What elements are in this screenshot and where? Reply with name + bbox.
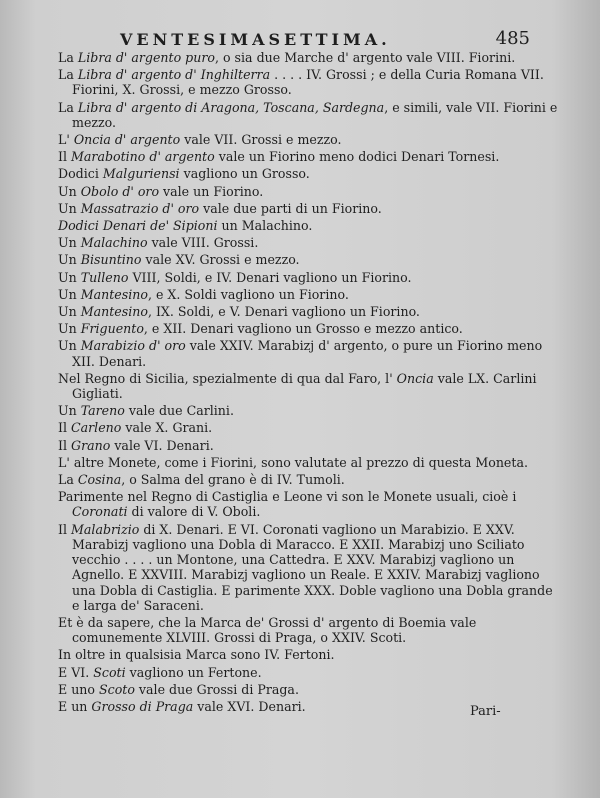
entry-text: , e X. Soldi vagliono un Fiorino. xyxy=(147,286,349,302)
entry-text: vale LX. Carlini Gigliati. xyxy=(72,370,537,402)
entry-italic: Oncia d' argento xyxy=(73,132,181,148)
entry-text: Un xyxy=(58,286,81,302)
entry-text: vale due Carlini. xyxy=(124,403,234,419)
entry-text: di valore di V. Oboli. xyxy=(127,504,261,520)
entry-text: , IX. Soldi, e V. Denari vagliono un Fiorino. xyxy=(147,304,420,320)
text-entry xyxy=(58,522,558,613)
catchword: Pari- xyxy=(470,704,501,719)
entry-italic: Cosina xyxy=(77,472,122,488)
entry-italic: Libra d' argento di Aragona, Toscana, Sardegna xyxy=(77,99,385,115)
entry-text: Un xyxy=(58,338,81,354)
entry-text: Il xyxy=(58,521,72,537)
entry-italic: Malachino xyxy=(80,235,148,251)
entry-text: La xyxy=(58,67,78,83)
entry-italic: Tulleno xyxy=(80,269,129,285)
entry-italic: Bisuntino xyxy=(80,252,142,268)
entry-text: Un xyxy=(58,403,81,419)
text-entry xyxy=(58,455,558,470)
text-entry xyxy=(58,489,558,519)
entry-text: Un xyxy=(58,321,81,337)
entry-text: E VI. xyxy=(58,664,94,680)
entry-text: Nel Regno di Sicilia, spezialmente di qua dal Faro, l' xyxy=(58,370,397,386)
text-entry xyxy=(58,420,558,435)
text-entry xyxy=(58,472,558,487)
entry-italic: Friguento xyxy=(80,321,144,337)
text-entry xyxy=(58,615,558,645)
body-text xyxy=(58,50,558,716)
entry-text: vale un Fiorino meno dodici Denari Tornesi. xyxy=(214,149,500,165)
entry-text: vale X. Grani. xyxy=(121,420,213,436)
text-entry xyxy=(58,132,558,147)
text-entry xyxy=(58,287,558,302)
entry-text: . . . . IV. Grossi ; e della Curia Romana VII. Fiorini, X. Grossi, e mezzo Grosso. xyxy=(72,67,544,98)
entry-italic: Mantesino xyxy=(80,286,148,302)
entry-text: Il xyxy=(58,149,72,165)
entry-italic: Massatrazio d' oro xyxy=(80,200,200,216)
entry-italic: Scoti xyxy=(93,664,126,680)
entry-text: vale XVI. Denari. xyxy=(193,698,306,714)
text-entry xyxy=(58,235,558,250)
entry-text: L' xyxy=(58,132,74,148)
entry-italic: Oncia xyxy=(396,370,434,386)
entry-text: , e simili, vale VII. Fiorini e mezzo. xyxy=(72,99,558,130)
entry-italic: Libra d' argento d' Inghilterra xyxy=(77,67,271,83)
text-entry xyxy=(58,201,558,216)
entry-italic: Marabotino d' argento xyxy=(71,149,215,165)
entry-text: vagliono un Grosso. xyxy=(179,166,310,182)
text-entry xyxy=(58,100,558,130)
text-entry xyxy=(58,682,558,697)
text-entry xyxy=(58,304,558,319)
entry-text: E uno xyxy=(58,681,100,697)
entry-text: vagliono un Fertone. xyxy=(125,664,262,680)
entry-text: VIII, Soldi, e IV. Denari vagliono un Fiorino. xyxy=(128,269,412,285)
text-entry xyxy=(58,166,558,181)
entry-italic: Malabrizio xyxy=(71,521,140,537)
entry-italic: Scoto xyxy=(99,681,135,697)
text-entry xyxy=(58,665,558,680)
entry-text: Dodici xyxy=(58,166,103,182)
text-entry xyxy=(58,67,558,97)
text-entry xyxy=(58,403,558,418)
text-entry xyxy=(58,338,558,368)
entry-text: La xyxy=(58,99,78,115)
entry-text: Un xyxy=(58,235,81,251)
entry-italic: Obolo d' oro xyxy=(80,183,160,199)
entry-text: , o sia due Marche d' argento vale VIII. Fiorini. xyxy=(214,50,516,65)
entry-italic: Libra d' argento puro xyxy=(77,50,215,65)
text-entry xyxy=(58,149,558,164)
entry-text: Il xyxy=(58,437,72,453)
entry-text: In oltre in qualsisia Marca sono IV. Fertoni. xyxy=(58,647,335,663)
text-entry xyxy=(58,218,558,233)
entry-italic: Dodici Denari de' Sipioni xyxy=(58,218,218,234)
text-entry xyxy=(58,321,558,336)
text-entry xyxy=(58,50,558,65)
entry-italic: Carleno xyxy=(71,420,122,436)
entry-text: vale XXIV. Marabizj d' argento, o pure un Fiorino meno XII. Denari. xyxy=(72,338,543,369)
text-entry xyxy=(58,438,558,453)
entry-text: Un xyxy=(58,252,81,268)
entry-text: Un xyxy=(58,304,81,320)
text-entry xyxy=(58,647,558,662)
entry-text: L' altre Monete, come i Fiorini, sono valutate al prezzo di questa Moneta. xyxy=(58,454,528,470)
entry-text: La xyxy=(58,472,78,488)
text-entry xyxy=(58,252,558,267)
entry-text: vale un Fiorino. xyxy=(159,183,264,199)
entry-italic: Tareno xyxy=(80,403,125,419)
entry-text: Un xyxy=(58,183,81,199)
entry-italic: Grano xyxy=(71,437,111,453)
entry-text: La xyxy=(58,50,78,65)
text-entry xyxy=(58,270,558,285)
entry-text: Il xyxy=(58,420,72,436)
text-entry xyxy=(58,184,558,199)
entry-text: , e XII. Denari vagliono un Grosso e mezzo antico. xyxy=(143,321,463,337)
entry-text: vale VI. Denari. xyxy=(110,437,214,453)
entry-text: Un xyxy=(58,200,81,216)
entry-text: Et è da sapere, che la Marca de' Grossi d' argento di Boemia vale comunemente XLVIII. Grossi di Praga, o XXIV. Scoti. xyxy=(58,614,477,646)
entry-text: vale VIII. Grossi. xyxy=(147,235,259,251)
entry-text: E un xyxy=(58,698,92,714)
entry-text: vale XV. Grossi e mezzo. xyxy=(141,252,300,268)
entry-text: vale due parti di un Fiorino. xyxy=(199,200,382,216)
entry-text: Un xyxy=(58,269,81,285)
entry-text: un Malachino. xyxy=(217,218,313,234)
page-number: 485 xyxy=(495,28,530,49)
entry-text: vale due Grossi di Praga. xyxy=(134,681,299,697)
entry-text: vale VII. Grossi e mezzo. xyxy=(180,132,342,148)
entry-italic: Malguriensi xyxy=(102,166,180,182)
entry-italic: Grosso di Praga xyxy=(91,698,194,714)
running-title: VENTESIMASETTIMA. xyxy=(120,30,391,49)
entry-italic: Coronati xyxy=(72,504,128,520)
text-entry xyxy=(58,371,558,401)
entry-text: , o Salma del grano è di IV. Tumoli. xyxy=(121,472,345,488)
entry-italic: Mantesino xyxy=(80,304,148,320)
entry-text: Parimente nel Regno di Castiglia e Leone vi son le Monete usuali, cioè i xyxy=(58,489,517,505)
entry-text: di X. Denari. E VI. Coronati vagliono un Marabizio. E XXV. Marabizj vagliono una Dobla di Maracco. E XXII. Marabizj uno Sciliato vecchio . . . . un Montone, una Cattedra. E XXV. Marabizj vagliono un Agnello. E XXVIII. Marabizj vagliono un Reale. E XXIV. Marabizj vagliono una Dobla di Castiglia. E parimente XXX. Doble vagliono una Dobla grande e larga de' Saraceni. xyxy=(72,521,553,613)
entry-italic: Marabizio d' oro xyxy=(80,338,186,354)
